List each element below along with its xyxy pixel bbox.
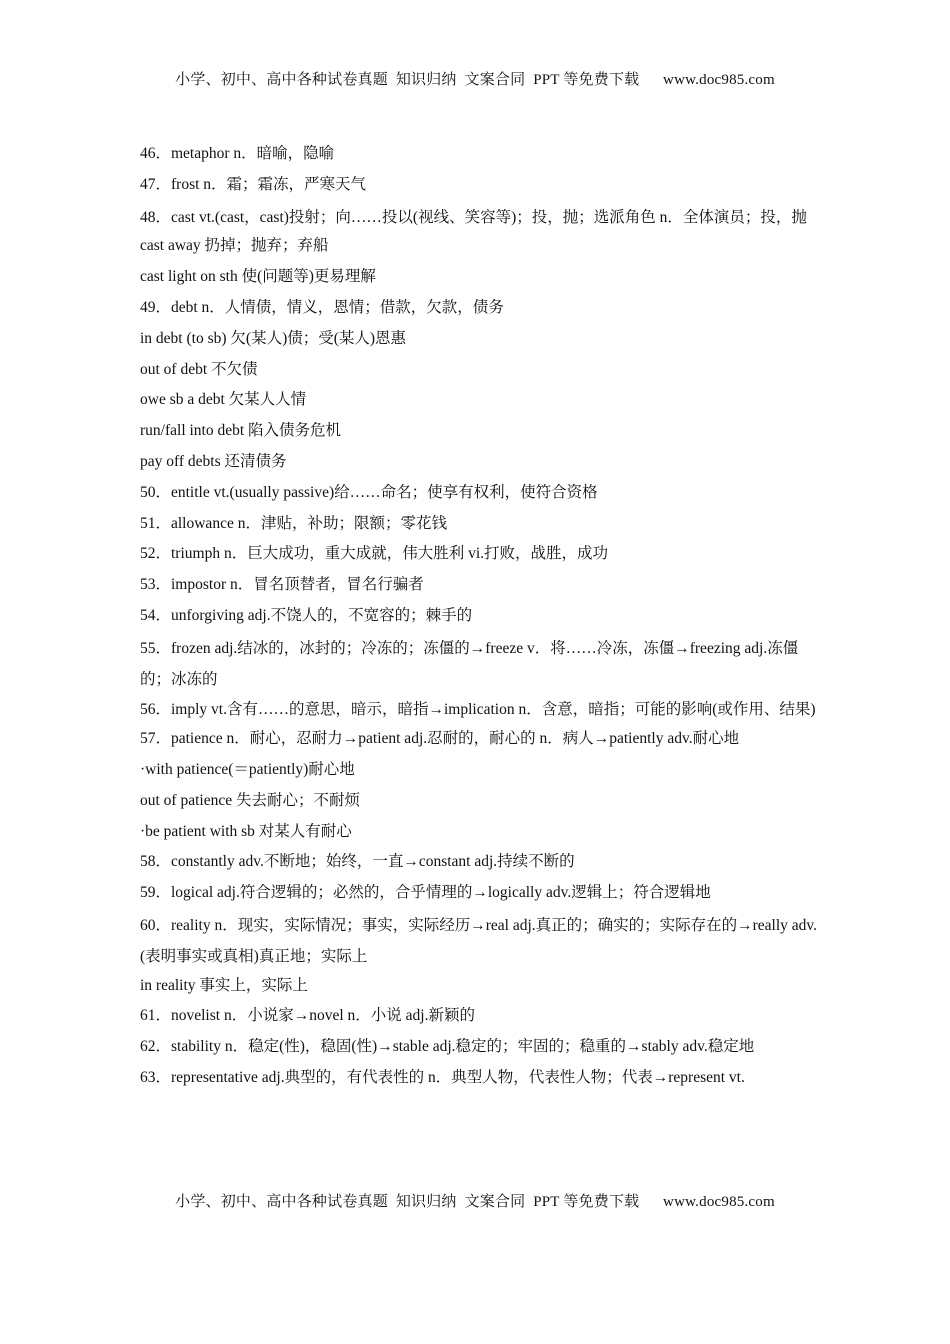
entry-48-phrase-cast-light: cast light on sth 使(问题等)更易理解 [140, 268, 376, 286]
entry-50: 50．entitle vt.(usually passive)给……命名；使享有权利，使符合资格 [140, 483, 598, 501]
entry-60: 60．reality n．现实，实际情况；事实，实际经历→real adj.真正的；确实的；实际存在的→really adv.(表明事实或真相)真正地；实际上 [140, 916, 818, 965]
entry-57: 57．patience n．耐心，忍耐力→patient adj.忍耐的，耐心的 n．病人→patiently adv.耐心地 [140, 730, 740, 748]
entry-60-phrase-in-reality: in reality 事实上，实际上 [140, 976, 308, 994]
entry-55: 55．frozen adj.结冰的，冰封的；冷冻的；冻僵的→freeze v．将……冷冻，冻僵→freezing adj.冻僵的；冰冻的 [140, 639, 799, 688]
entry-49: 49．debt n．人情债，情义，恩情；借款，欠款，债务 [140, 298, 504, 316]
entry-61: 61．novelist n．小说家→novel n．小说 adj.新颖的 [140, 1007, 475, 1025]
entry-49-phrase-out-of-debt: out of debt 不欠债 [140, 360, 258, 378]
entry-53: 53．impostor n．冒名顶替者，冒名行骗者 [140, 576, 424, 594]
entry-52: 52．triumph n．巨大成功，重大成就，伟大胜利 vi.打败，战胜，成功 [140, 545, 609, 563]
entry-58: 58．constantly adv.不断地；始终，一直→constant adj.持续不断的 [140, 853, 575, 871]
page-footer: 小学、初中、高中各种试卷真题 知识归纳 文案合同 PPT 等免费下载 www.doc985.com [175, 1194, 775, 1210]
entry-48-phrase-cast-away: cast away 扔掉；抛弃；弃船 [140, 237, 329, 255]
entry-46: 46．metaphor n．暗喻，隐喻 [140, 145, 335, 162]
entry-47: 47．frost n．霜；霜冻，严寒天气 [140, 175, 367, 193]
entry-51: 51．allowance n．津贴，补助；限额；零花钱 [140, 514, 447, 532]
entry-57-phrase-be-patient: ·be patient with sb 对某人有耐心 [140, 822, 352, 840]
entry-56: 56．imply vt.含有……的意思，暗示，暗指→implication n．含意，暗指；可能的影响(或作用、结果) [140, 701, 816, 719]
entry-57-phrase-out-of-patience: out of patience 失去耐心；不耐烦 [140, 791, 360, 809]
entry-62: 62．stability n．稳定(性)，稳固(性)→stable adj.稳定的；牢固的；稳重的→stably adv.稳定地 [140, 1038, 755, 1056]
page-header: 小学、初中、高中各种试卷真题 知识归纳 文案合同 PPT 等免费下载 www.doc985.com [175, 72, 775, 88]
entry-57-phrase-with-patience: ·with patience(＝patiently)耐心地 [140, 760, 355, 778]
entry-49-phrase-pay-off: pay off debts 还清债务 [140, 452, 287, 470]
entry-54: 54．unforgiving adj.不饶人的，不宽容的；棘手的 [140, 606, 473, 624]
entry-59: 59．logical adj.符合逻辑的；必然的，合乎情理的→logically adv.逻辑上；符合逻辑地 [140, 884, 711, 902]
entry-49-phrase-owe: owe sb a debt 欠某人人情 [140, 391, 307, 409]
entry-48: 48．cast vt.(cast，cast)投射；向……投以(视线、笑容等)；投，抛；选派角色 n．全体演员；投，抛 [140, 208, 807, 226]
entry-49-phrase-run-into: run/fall into debt 陷入债务危机 [140, 422, 342, 440]
entry-63: 63．representative adj.典型的，有代表性的 n．典型人物，代表性人物；代表→represent vt. [140, 1068, 745, 1086]
vocabulary-list [140, 141, 820, 1096]
entry-49-phrase-in-debt: in debt (to sb) 欠(某人)债；受(某人)恩惠 [140, 329, 407, 347]
